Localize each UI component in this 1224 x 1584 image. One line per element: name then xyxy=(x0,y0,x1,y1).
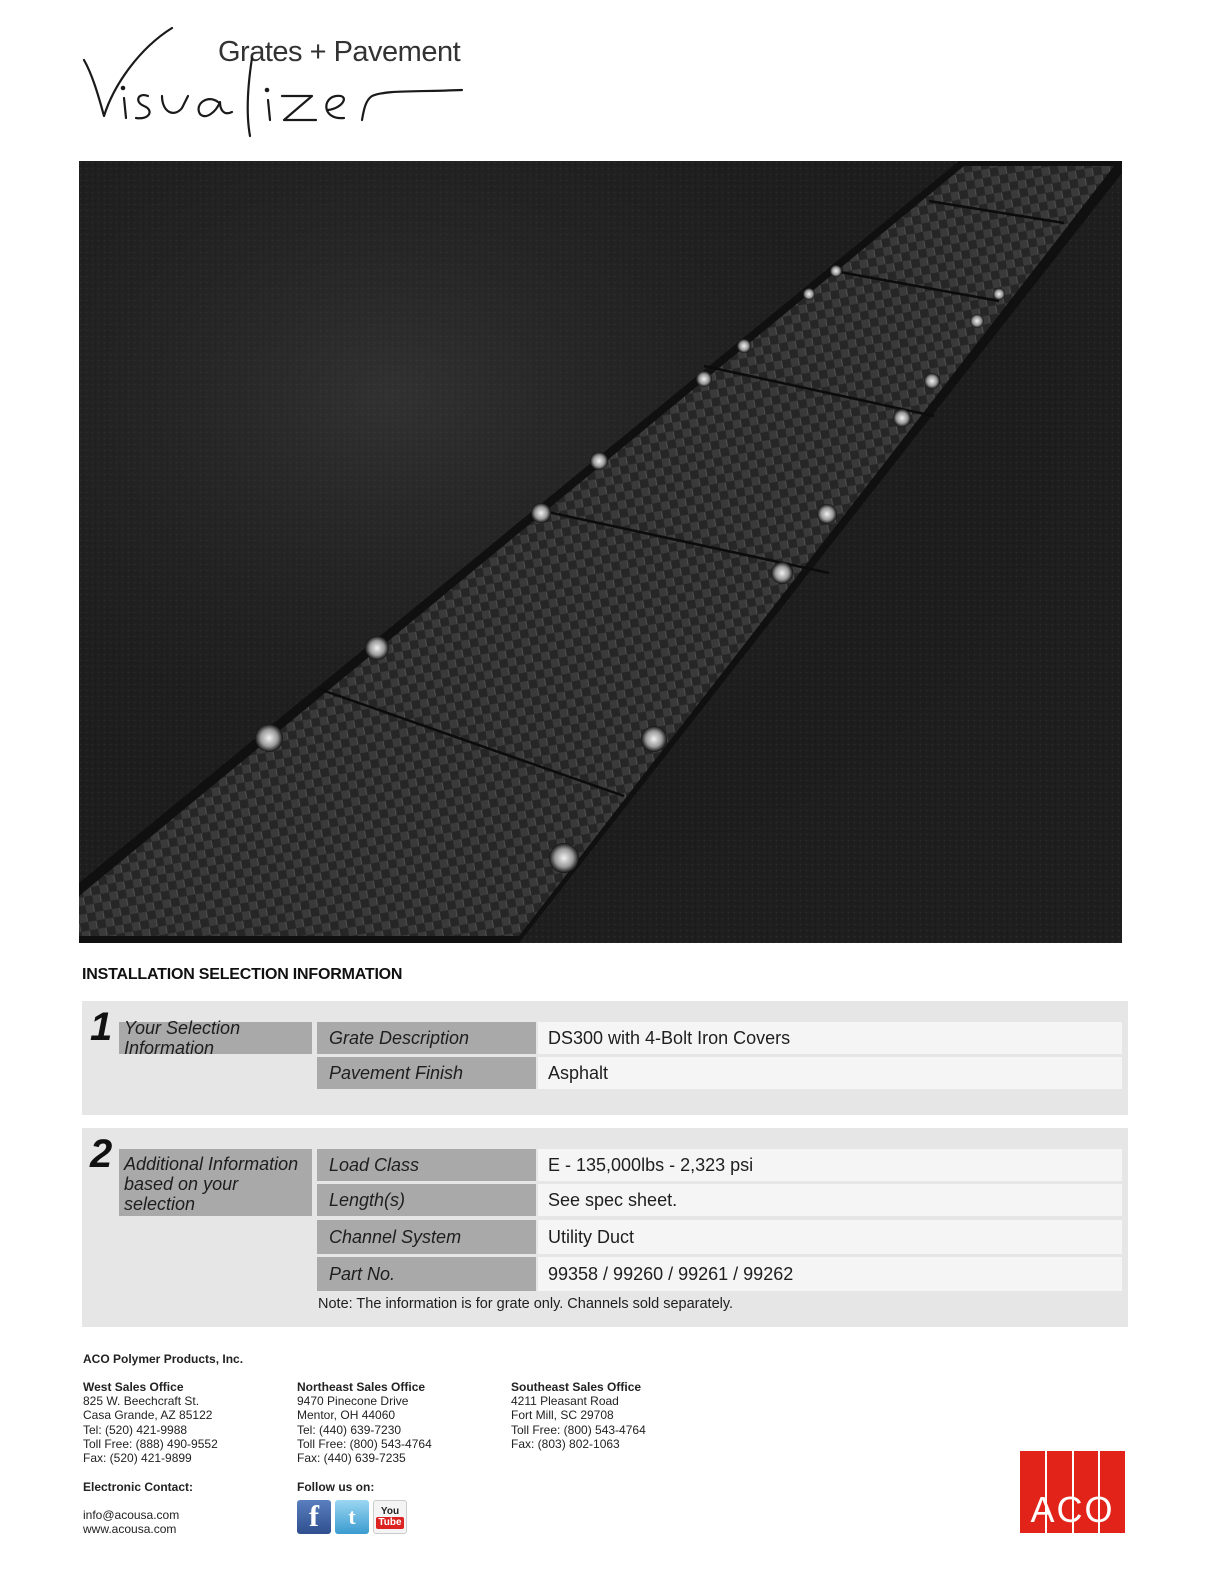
office-line: Toll Free: (800) 543-4764 xyxy=(297,1436,432,1451)
office-line: Toll Free: (800) 543-4764 xyxy=(511,1422,646,1437)
office-line: Tel: (520) 421-9988 xyxy=(83,1422,188,1437)
website-link[interactable]: www.acousa.com xyxy=(83,1522,177,1537)
electronic-contact-heading: Electronic Contact: xyxy=(83,1480,194,1494)
row-value: 99358 / 99260 / 99261 / 99262 xyxy=(538,1257,1122,1291)
social-links xyxy=(297,1500,407,1534)
youtube-tube-text: Tube xyxy=(378,1516,402,1528)
panel-heading: Your Selection Information xyxy=(119,1022,312,1054)
row-value: Utility Duct xyxy=(538,1220,1122,1254)
office-line: Fort Mill, SC 29708 xyxy=(511,1408,614,1423)
row-label: Load Class xyxy=(317,1149,536,1181)
logo-tagline: Grates + Pavement xyxy=(218,36,461,68)
step-number: 2 xyxy=(90,1132,113,1176)
hero-image xyxy=(79,161,1122,943)
office-line: Fax: (440) 639-7235 xyxy=(297,1451,406,1466)
youtube-icon[interactable] xyxy=(373,1500,407,1534)
twitter-icon[interactable]: t xyxy=(335,1500,369,1534)
section-title: INSTALLATION SELECTION INFORMATION xyxy=(82,966,403,983)
row-label: Part No. xyxy=(317,1257,536,1291)
row-label: Pavement Finish xyxy=(317,1057,536,1089)
northeast-sales-office xyxy=(297,1380,432,1465)
facebook-icon[interactable]: f xyxy=(297,1500,331,1534)
west-sales-office xyxy=(83,1380,218,1465)
office-line: Fax: (520) 421-9899 xyxy=(83,1451,192,1466)
visualizer-script-logo xyxy=(82,24,482,144)
office-line: 4211 Pleasant Road xyxy=(511,1394,619,1409)
office-line: Mentor, OH 44060 xyxy=(297,1408,396,1423)
row-value: Asphalt xyxy=(538,1057,1122,1089)
row-label: Length(s) xyxy=(317,1184,536,1216)
office-line: 825 W. Beechcraft St. xyxy=(83,1394,200,1409)
office-name: West Sales Office xyxy=(83,1380,184,1394)
office-line: 9470 Pinecone Drive xyxy=(297,1394,409,1409)
company-name: ACO Polymer Products, Inc. xyxy=(83,1352,244,1366)
electronic-contact xyxy=(83,1508,179,1536)
panel-heading xyxy=(119,1149,312,1216)
panel-heading-line: based on your selection xyxy=(124,1174,239,1214)
office-line: Casa Grande, AZ 85122 xyxy=(83,1408,213,1423)
panel-heading-line: Additional Information xyxy=(124,1154,299,1174)
office-line: Tel: (440) 639-7230 xyxy=(297,1422,402,1437)
follow-us-heading: Follow us on: xyxy=(297,1480,375,1494)
row-label: Channel System xyxy=(317,1220,536,1254)
office-name: Southeast Sales Office xyxy=(511,1380,642,1394)
youtube-you-text: You xyxy=(380,1505,400,1517)
southeast-sales-office xyxy=(511,1380,646,1451)
additional-info-panel xyxy=(82,1128,1128,1327)
step-number: 1 xyxy=(90,1005,113,1049)
row-value: E - 135,000lbs - 2,323 psi xyxy=(538,1149,1122,1181)
office-name: Northeast Sales Office xyxy=(297,1380,426,1394)
aco-logo xyxy=(1020,1451,1125,1533)
grate-note: Note: The information is for grate only. Channels sold separately. xyxy=(318,1296,734,1312)
row-label: Grate Description xyxy=(317,1022,536,1054)
row-value: See spec sheet. xyxy=(538,1184,1122,1216)
grate-in-asphalt-photo xyxy=(79,161,1122,943)
email-link[interactable]: info@acousa.com xyxy=(83,1508,180,1522)
selection-panel xyxy=(82,1001,1128,1115)
aco-logo-text: ACO xyxy=(1030,1489,1115,1530)
row-value: DS300 with 4-Bolt Iron Covers xyxy=(538,1022,1122,1054)
office-line: Fax: (803) 802-1063 xyxy=(511,1436,620,1451)
visualizer-logo xyxy=(82,24,482,144)
office-line: Toll Free: (888) 490-9552 xyxy=(83,1436,218,1451)
